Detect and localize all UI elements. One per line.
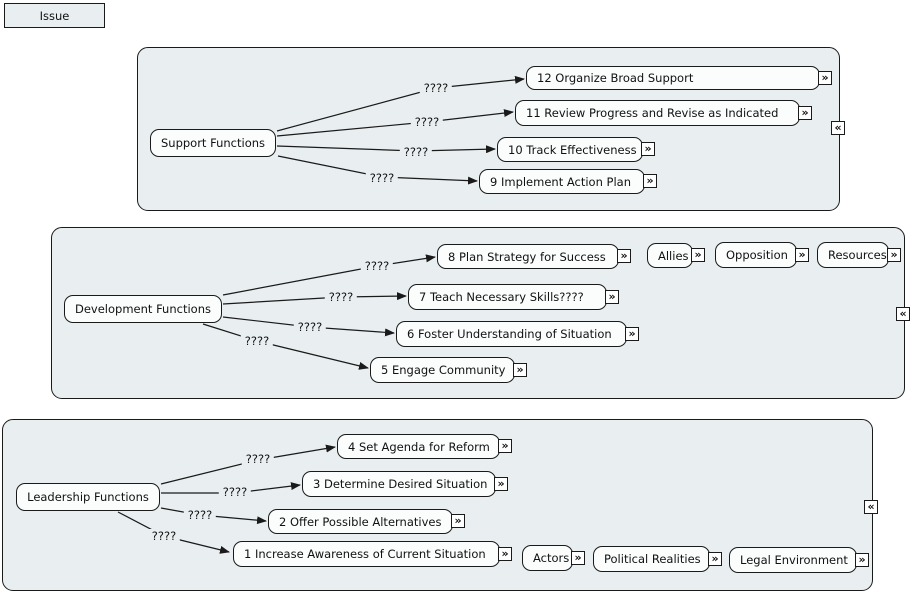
node-plan-strategy[interactable]: 8 Plan Strategy for Success: [437, 244, 619, 269]
expand-icon[interactable]: »: [855, 553, 869, 567]
expand-icon[interactable]: »: [641, 142, 655, 156]
node-track-effectiveness[interactable]: 10 Track Effectiveness: [497, 137, 643, 162]
support-functions-node[interactable]: Support Functions: [150, 129, 276, 157]
expand-icon[interactable]: »: [887, 248, 901, 262]
collapse-icon[interactable]: «: [864, 500, 878, 514]
node-increase-awareness[interactable]: 1 Increase Awareness of Current Situation: [233, 541, 500, 567]
link-label[interactable]: ????: [294, 320, 326, 334]
node-teach-skills[interactable]: 7 Teach Necessary Skills????: [408, 284, 607, 310]
node-political-realities[interactable]: Political Realities: [593, 546, 710, 572]
node-foster-understanding[interactable]: 6 Foster Understanding of Situation: [396, 321, 627, 347]
expand-icon[interactable]: »: [691, 248, 705, 262]
expand-icon[interactable]: »: [818, 71, 832, 85]
development-functions-node[interactable]: Development Functions: [64, 295, 222, 323]
link-label[interactable]: ????: [366, 171, 398, 185]
collapse-icon[interactable]: «: [831, 121, 845, 135]
node-implement-action-plan[interactable]: 9 Implement Action Plan: [479, 169, 645, 194]
link-label[interactable]: ????: [420, 81, 452, 95]
node-organize-broad-support[interactable]: 12 Organize Broad Support: [526, 66, 820, 90]
node-review-progress[interactable]: 11 Review Progress and Revise as Indicated: [515, 100, 800, 126]
node-engage-community[interactable]: 5 Engage Community: [370, 357, 515, 383]
link-label[interactable]: ????: [242, 452, 274, 466]
expand-icon[interactable]: »: [625, 327, 639, 341]
leadership-functions-node[interactable]: Leadership Functions: [16, 483, 160, 511]
expand-icon[interactable]: »: [494, 477, 508, 491]
node-opposition[interactable]: Opposition: [715, 242, 797, 268]
node-offer-alternatives[interactable]: 2 Offer Possible Alternatives: [268, 509, 453, 534]
expand-icon[interactable]: »: [708, 552, 722, 566]
expand-icon[interactable]: »: [795, 248, 809, 262]
issue-node[interactable]: Issue: [4, 3, 105, 28]
node-allies[interactable]: Allies: [647, 243, 693, 268]
node-resources[interactable]: Resources: [817, 242, 889, 268]
link-label[interactable]: ????: [219, 485, 251, 499]
expand-icon[interactable]: »: [498, 547, 512, 561]
expand-icon[interactable]: »: [498, 439, 512, 453]
link-label[interactable]: ????: [148, 529, 180, 543]
link-label[interactable]: ????: [411, 115, 443, 129]
node-set-agenda[interactable]: 4 Set Agenda for Reform: [337, 434, 500, 459]
link-label[interactable]: ????: [241, 334, 273, 348]
expand-icon[interactable]: »: [605, 290, 619, 304]
expand-icon[interactable]: »: [798, 106, 812, 120]
link-label[interactable]: ????: [361, 259, 393, 273]
expand-icon[interactable]: »: [513, 363, 527, 377]
collapse-icon[interactable]: «: [896, 307, 910, 321]
expand-icon[interactable]: »: [617, 249, 631, 263]
node-actors[interactable]: Actors: [522, 545, 573, 571]
expand-icon[interactable]: »: [643, 174, 657, 188]
expand-icon[interactable]: »: [451, 514, 465, 528]
link-label[interactable]: ????: [184, 508, 216, 522]
node-legal-environment[interactable]: Legal Environment: [729, 547, 857, 573]
expand-icon[interactable]: »: [571, 551, 585, 565]
link-label[interactable]: ????: [325, 290, 357, 304]
link-label[interactable]: ????: [400, 145, 432, 159]
node-determine-desired-situation[interactable]: 3 Determine Desired Situation: [302, 471, 496, 497]
